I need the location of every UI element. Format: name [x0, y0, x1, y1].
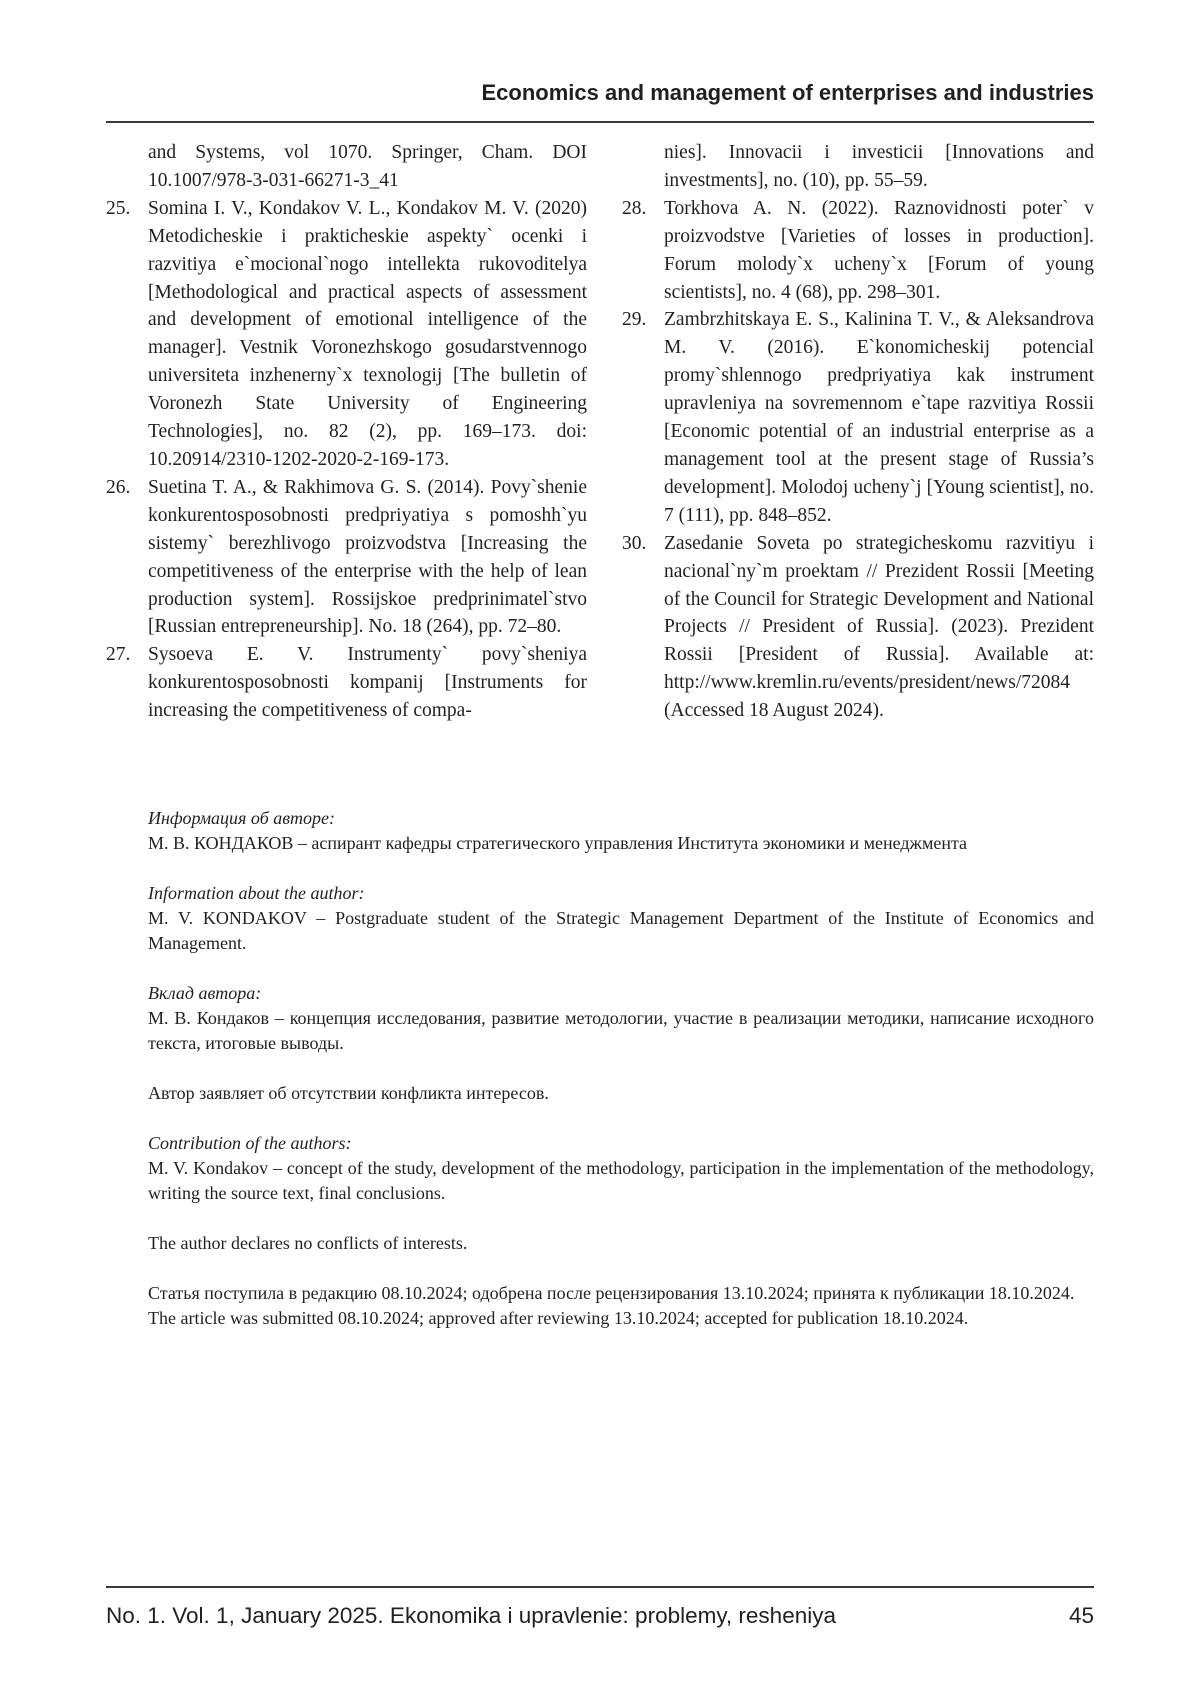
- contribution-text-en: M. V. Kondakov – concept of the study, development of the methodology, participation in the implementation of the methodology, writing the source text, final conclusions.: [148, 1158, 1094, 1203]
- reference-item: [106, 474, 587, 641]
- reference-text: Zambrzhitskaya E. S., Kalinina T. V., & Aleksandrova M. V. (2016). E`konomicheskij potencial promy`shlennogo predpriyatiya kak instrument upravleniya na sovremennom e`tape razvitiya Rossii [Economic potential of an industrial enterprise as a management tool at the present stage of Russia’s development]. Molodoj ucheny`j [Young scientist], no. 7 (111), pp. 848–852.: [664, 309, 1094, 525]
- author-info-text-en: M. V. KONDAKOV – Postgraduate student of the Strategic Management Department of the Institute of Economics and Management.: [148, 908, 1094, 953]
- reference-continuation: nies]. Innovacii i investicii [Innovations and investments], no. (10), pp. 55–59.: [622, 139, 1094, 195]
- reference-item: [106, 195, 587, 474]
- reference-number: 26.: [106, 474, 130, 502]
- running-header: Economics and management of enterprises and industries: [106, 80, 1094, 106]
- page-number: 45: [1069, 1603, 1094, 1629]
- reference-number: 30.: [622, 530, 646, 558]
- contribution-heading-ru: Вклад автора:: [148, 983, 261, 1003]
- reference-number: 27.: [106, 641, 130, 669]
- reference-item: [622, 306, 1094, 529]
- reference-text: Sysoeva E. V. Instrumenty` povy`sheniya konkurentosposobnosti kompanij [Instruments for increasing the competitiveness of compa-: [148, 644, 587, 721]
- author-info-heading-en: Information about the author:: [148, 883, 365, 903]
- reference-number: 28.: [622, 195, 646, 223]
- reference-text: Torkhova A. N. (2022). Raznovidnosti poter` v proizvodstve [Varieties of losses in production]. Forum molody`x ucheny`x [Forum of young scientists], no. 4 (68), pp. 298–301.: [664, 198, 1094, 303]
- references-right-column: [622, 139, 1094, 725]
- header-rule: [106, 121, 1094, 123]
- author-info-heading-ru: Информация об авторе:: [148, 808, 335, 828]
- footer-rule: [106, 1586, 1094, 1588]
- reference-number: 25.: [106, 195, 130, 223]
- conflict-statement-ru: Автор заявляет об отсутствии конфликта интересов.: [148, 1081, 1094, 1106]
- journal-info: No. 1. Vol. 1, January 2025. Ekonomika i upravlenie: problemy, resheniya: [106, 1603, 836, 1629]
- author-info-text-ru: М. В. КОНДАКОВ – аспирант кафедры стратегического управления Института экономики и менеджмента: [148, 833, 967, 853]
- contribution-text-ru: М. В. Кондаков – концепция исследования, развитие методологии, участие в реализации методики, написание исходного текста, итоговые выводы.: [148, 1008, 1094, 1053]
- contribution-heading-en: Contribution of the authors:: [148, 1133, 352, 1153]
- conflict-statement-en: The author declares no conflicts of interests.: [148, 1231, 1094, 1256]
- reference-continuation: and Systems, vol 1070. Springer, Cham. DOI 10.1007/978-3-031-66271-3_41: [106, 139, 587, 195]
- page-footer: [106, 1603, 1094, 1629]
- reference-item: [106, 641, 587, 725]
- reference-number: 29.: [622, 306, 646, 334]
- reference-text: Suetina T. A., & Rakhimova G. S. (2014). Povy`shenie konkurentosposobnosti predpriyatiya s pomoshh`yu sistemy` berezhlivogo proizvodstva [Increasing the competitiveness of the enterprise with the help of lean production system]. Rossijskoe predprinimatel`stvo [Russian entrepreneurship]. No. 18 (264), pp. 72–80.: [148, 477, 587, 638]
- reference-item: [622, 195, 1094, 307]
- article-dates-ru: Статья поступила в редакцию 08.10.2024; одобрена после рецензирования 13.10.2024; принята к публикации 18.10.2024.: [148, 1283, 1074, 1303]
- reference-item: [622, 530, 1094, 725]
- article-dates-en: The article was submitted 08.10.2024; approved after reviewing 13.10.2024; accepted for publication 18.10.2024.: [148, 1308, 968, 1328]
- author-information: [148, 806, 1094, 1331]
- reference-text: Somina I. V., Kondakov V. L., Kondakov M. V. (2020) Metodicheskie i prakticheskie aspekty` ocenki i razvitiya e`mocional`nogo intellekta rukovoditelya [Methodological and practical aspects of assessment and development of emotional intelligence of the manager]. Vestnik Voronezhskogo gosudarstvennogo universiteta inzhenerny`x texnologij [The bulletin of Voronezh State University of Engineering Technologies], no. 82 (2), pp. 169–173. doi: 10.20914/2310-1202-2020-2-169-173.: [148, 198, 587, 470]
- references-left-column: [106, 139, 587, 725]
- reference-text: Zasedanie Soveta po strategicheskomu razvitiyu i nacional`ny`m proektam // Prezident Rossii [Meeting of the Council for Strategic Development and National Projects // President of Russia]. (2023). Prezident Rossii [President of Russia]. Available at: http://www.kremlin.ru/events/president/news/72084 (Accessed 18 August 2024).: [664, 533, 1094, 721]
